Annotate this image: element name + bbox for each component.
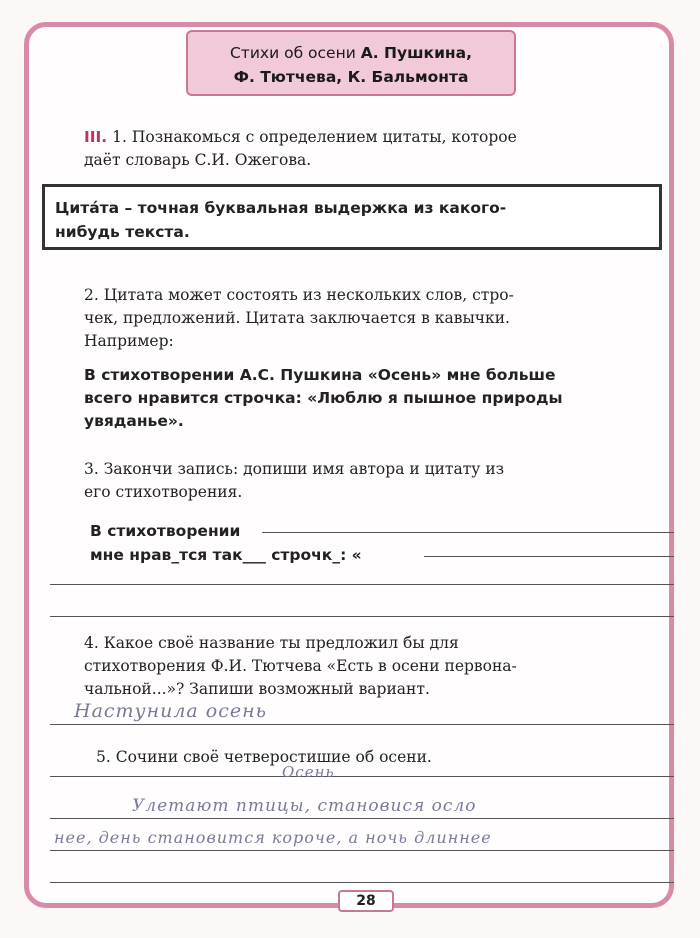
task5-handwritten-title: Осень — [282, 763, 335, 781]
answer-line[interactable] — [50, 776, 674, 777]
task4-line2: стихотворения Ф.И. Тютчева «Есть в осени первона- — [84, 657, 517, 675]
answer-line[interactable] — [50, 850, 674, 851]
task2-example — [84, 364, 654, 433]
answer-line[interactable] — [50, 882, 674, 883]
definition-line2: нибудь текста. — [55, 223, 190, 241]
task5-handwritten-line1: Улетают птицы, становися осло — [132, 796, 477, 816]
task4-handwritten-answer: Настунила осень — [74, 700, 267, 722]
task5-handwritten-line2: нее, день становится короче, а ночь длиннее — [54, 828, 492, 847]
page-number: 28 — [338, 890, 394, 912]
page-title — [186, 30, 516, 96]
answer-line[interactable] — [424, 556, 674, 557]
task3-fill1: В стихотворении — [90, 522, 241, 540]
task3-line2: его стихотворения. — [84, 483, 243, 501]
answer-line[interactable] — [50, 724, 674, 725]
title-bold: А. Пушкина, — [360, 44, 472, 62]
task3-line1: 3. Закончи запись: допиши имя автора и цитату из — [84, 460, 505, 478]
title-line2: Ф. Тютчева, К. Бальмонта — [233, 68, 469, 86]
example-line1: В стихотворении А.С. Пушкина «Осень» мне больше — [84, 366, 556, 384]
task2-line2: чек, предложений. Цитата заключается в кавычки. — [84, 309, 510, 327]
task4-line3: чальной...»? Запиши возможный вариант. — [84, 680, 430, 698]
answer-line[interactable] — [50, 616, 674, 617]
task4-text — [84, 632, 654, 701]
example-line2: всего нравится строчка: «Люблю я пышное природы — [84, 389, 563, 407]
title-plain: Стихи об осени — [229, 44, 361, 62]
task3-fill2: мне нрав_тся так___ строчк_: « — [90, 546, 362, 564]
task1-text — [84, 126, 654, 172]
task2-line1: 2. Цитата может состоять из нескольких слов, стро- — [84, 286, 514, 304]
task1-line1: 1. Познакомься с определением цитаты, которое — [107, 128, 517, 146]
task2-text — [84, 284, 654, 353]
roman-numeral: III. — [84, 128, 108, 146]
definition-line1: Цита́та – точная буквальная выдержка из какого- — [55, 199, 507, 217]
answer-line[interactable] — [50, 818, 674, 819]
task1-line2: даёт словарь С.И. Ожегова. — [84, 151, 312, 169]
task4-line1: 4. Какое своё название ты предложил бы для — [84, 634, 459, 652]
task5-text: 5. Сочини своё четверостишие об осени. — [96, 748, 432, 766]
answer-line[interactable] — [50, 584, 674, 585]
definition-box — [42, 184, 662, 250]
task2-line3: Например: — [84, 332, 174, 350]
task3-text — [84, 458, 654, 504]
example-line3: увяданье». — [84, 412, 184, 430]
answer-line[interactable] — [262, 532, 674, 533]
